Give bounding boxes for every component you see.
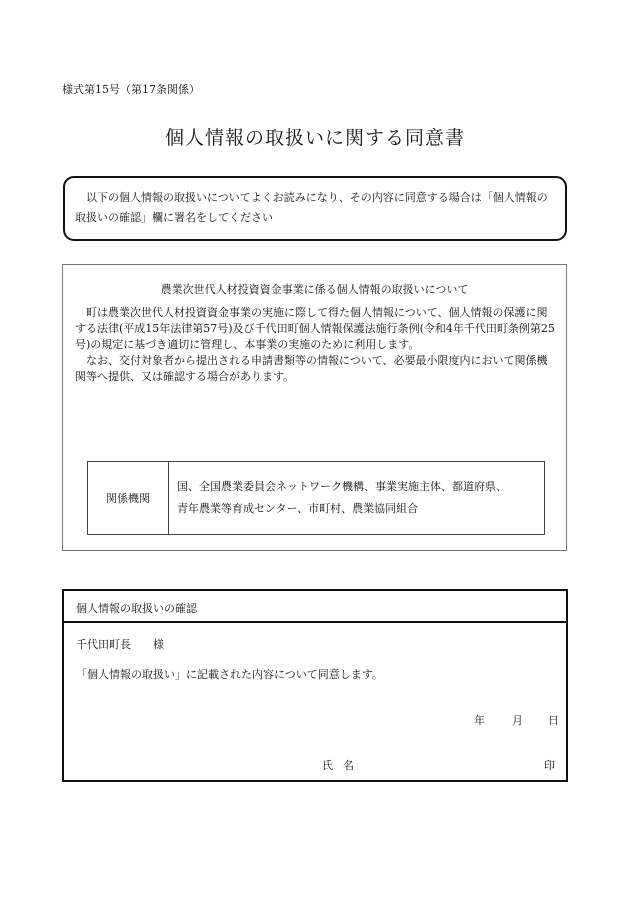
month-label: 月 — [512, 714, 523, 727]
confirmation-heading: 個人情報の取扱いの確認 — [64, 591, 566, 623]
provision-paragraph: なお、交付対象者から提出される申請書類等の情報について、必要最小限度内において関係機関等へ提供、又は確認する場合があります。 — [75, 354, 548, 383]
addressee: 千代田町長 様 — [76, 638, 164, 651]
org-list-line-1: 国、全国農業委員会ネットワーク機構、事業実施主体、都道府県、 — [177, 480, 507, 493]
section-body — [75, 305, 555, 385]
usage-paragraph: 町は農業次世代人材投資資金事業の実施に際して得た個人情報について、個人情報の保護に関する法律(平成15年法律第57号)及び千代田町個人情報保護法施行条例(令和4年千代田町条例第25号)の規定に基づき適切に管理し、本事業の実施のために利用します。 — [75, 306, 555, 351]
personal-info-handling-section — [62, 264, 567, 551]
agreement-statement: 「個人情報の取扱い」に記載された内容について同意します。 — [76, 668, 383, 681]
form-number: 様式第15号（第17条関係） — [62, 83, 200, 96]
document-title: 個人情報の取扱いに関する同意書 — [164, 127, 465, 149]
day-label: 日 — [548, 714, 559, 727]
section-title: 農業次世代人材投資資金事業に係る個人情報の取扱いについて — [160, 283, 469, 296]
related-organizations-list — [169, 462, 545, 535]
year-label: 年 — [474, 714, 485, 727]
name-field[interactable]: 氏名 — [322, 759, 364, 772]
related-organizations-table — [87, 461, 545, 535]
related-organizations-label: 関係機関 — [88, 462, 169, 535]
confirmation-section — [62, 589, 568, 782]
seal-mark: 印 — [544, 759, 555, 772]
org-list-line-2: 青年農業等育成センター、市町村、農業協同組合 — [177, 502, 419, 515]
instruction-notice: 以下の個人情報の取扱いについてよくお読みになり、その内容に同意する場合は「個人情報の取扱いの確認」欄に署名をしてください — [63, 176, 567, 241]
